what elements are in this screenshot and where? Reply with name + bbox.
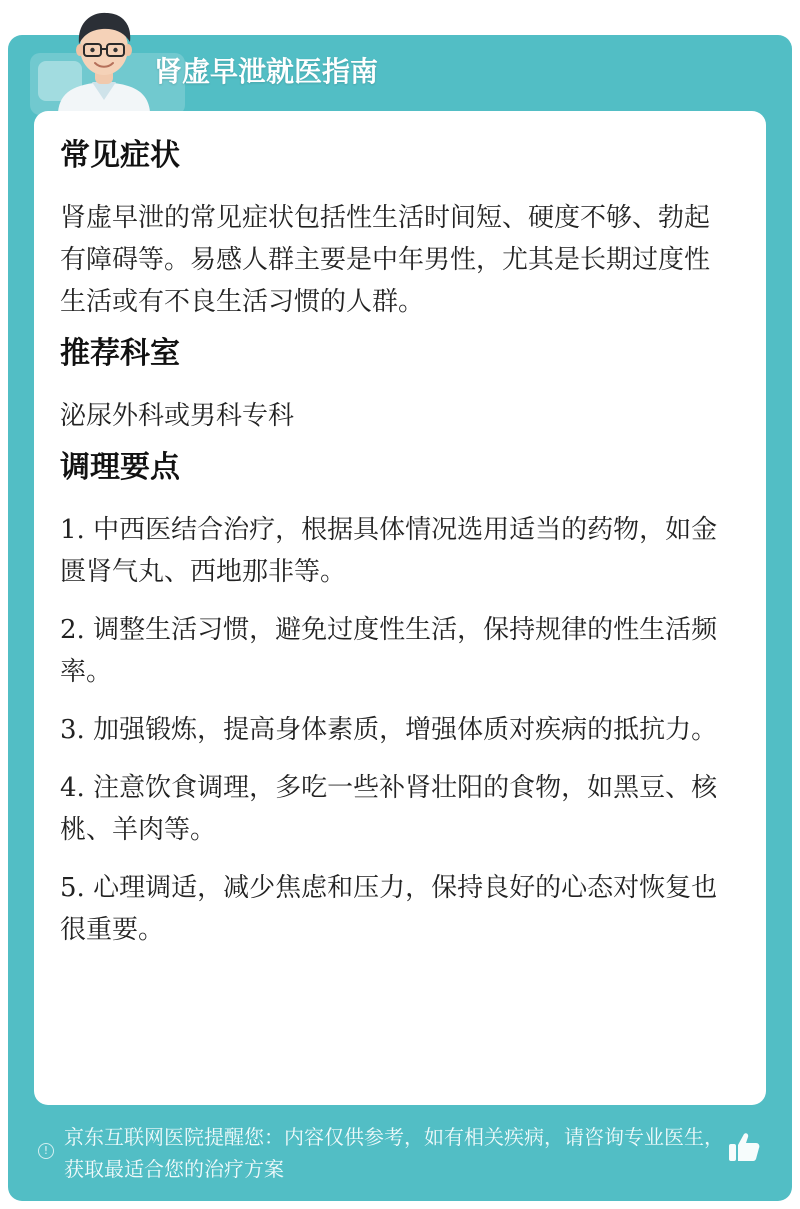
section-title-care-points: 调理要点 (60, 450, 180, 485)
list-item-number: 5. (60, 873, 85, 903)
care-points-list (60, 509, 732, 951)
info-icon: ! (38, 1143, 54, 1159)
list-item-text: 加强锻炼，提高身体素质，增强体质对疾病的抵抗力。 (93, 715, 718, 745)
section-body-department: 泌尿外科或男科专科 (60, 401, 295, 431)
thumbs-up-icon[interactable] (726, 1129, 762, 1165)
list-item-number: 4. (60, 773, 85, 803)
footer (8, 1117, 792, 1201)
list-item-number: 1. (60, 515, 85, 545)
section-title-symptoms: 常见症状 (60, 138, 180, 173)
doctor-avatar (44, 8, 164, 112)
content-body (60, 135, 732, 967)
section-body-symptoms: 肾虚早泄的常见症状包括性生活时间短、硬度不够、勃起有障碍等。易感人群主要是中年男性，尤其是长期过度性生活或有不良生活习惯的人群。 (60, 203, 711, 317)
page-title: 肾虚早泄就医指南 (154, 55, 379, 88)
list-item (60, 767, 732, 851)
list-item-number: 2. (60, 615, 85, 645)
list-item (60, 509, 732, 593)
content-card (34, 111, 766, 1105)
section-title-department: 推荐科室 (60, 336, 180, 371)
list-item-text: 心理调适，减少焦虑和压力，保持良好的心态对恢复也很重要。 (60, 873, 718, 945)
footer-disclaimer: 京东互联网医院提醒您：内容仅供参考，如有相关疾病，请咨询专业医生，获取最适合您的治疗方案 (64, 1125, 724, 1181)
list-item-text: 中西医结合治疗，根据具体情况选用适当的药物，如金匮肾气丸、西地那非等。 (60, 515, 718, 587)
list-item (60, 709, 732, 751)
list-item-text: 调整生活习惯，避免过度性生活，保持规律的性生活频率。 (60, 615, 718, 687)
list-item-text: 注意饮食调理，多吃一些补肾壮阳的食物，如黑豆、核桃、羊肉等。 (60, 773, 718, 845)
list-item (60, 867, 732, 951)
list-item (60, 609, 732, 693)
list-item-number: 3. (60, 715, 85, 745)
